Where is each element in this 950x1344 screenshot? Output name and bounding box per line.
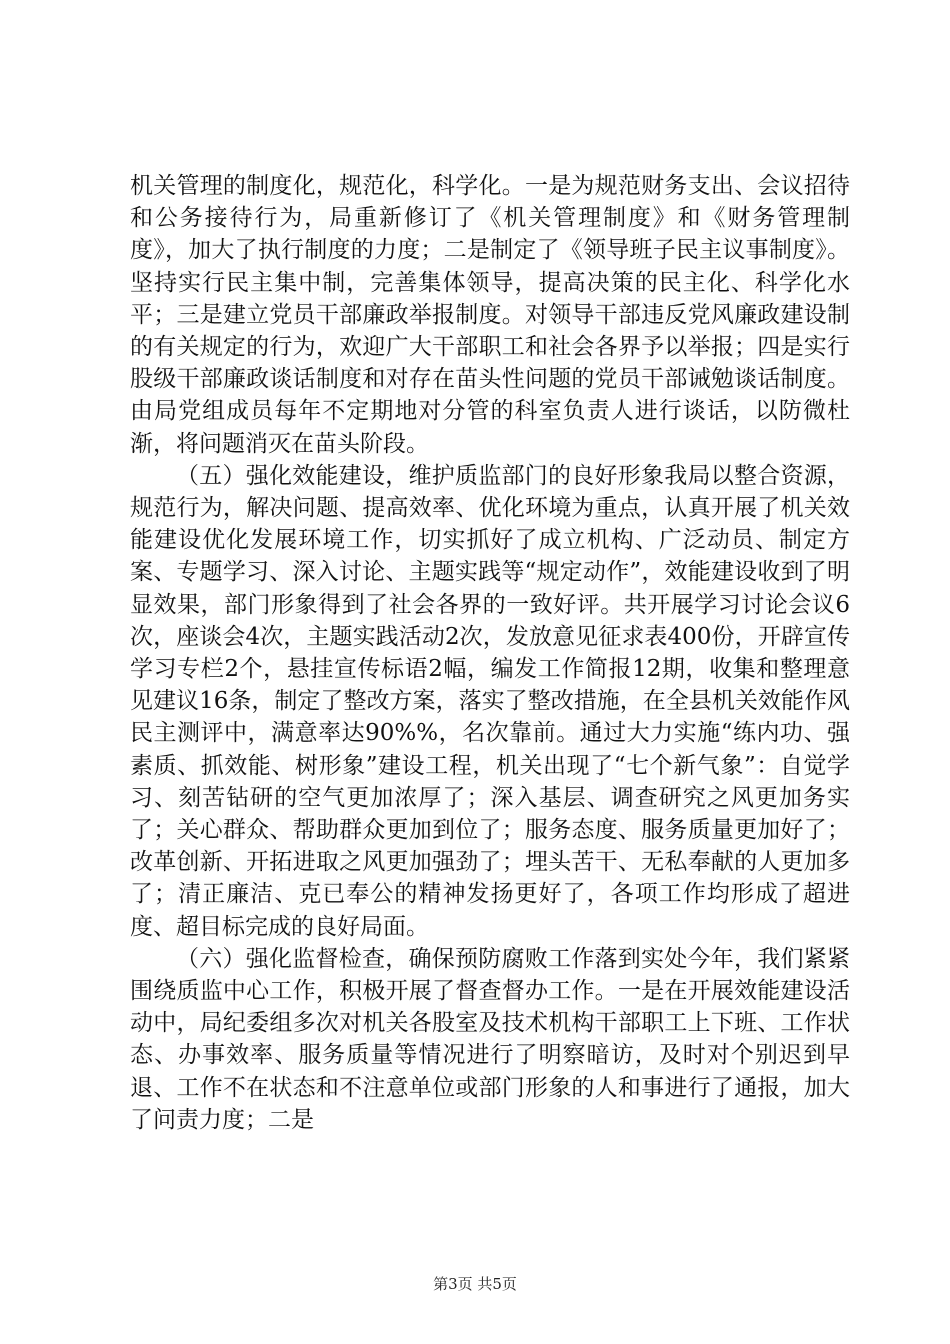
page-number-footer: 第3页 共5页 <box>433 1275 517 1293</box>
paragraph-continuation: 机关管理的制度化，规范化，科学化。一是为规范财务支出、会议招待和公务接待行为，局重新修订了《机关管理制度》和《财务管理制度》，加大了执行制度的力度；二是制定了《领导班子民主议事制度》。坚持实行民主集中制，完善集体领导，提高决策的民主化、科学化水平；三是建立党员干部廉政举报制度。对领导干部违反党风廉政建设制的有关规定的行为，欢迎广大干部职工和社会各界予以举报；四是实行股级干部廉政谈话制度和对存在苗头性问题的党员干部诫勉谈话制度。由局党组成员每年不定期地对分管的科室负责人进行谈话，以防微杜渐，将问题消灭在苗头阶段。 <box>130 173 850 457</box>
paragraph-section-six: （六）强化监督检查，确保预防腐败工作落到实处今年，我们紧紧围绕质监中心工作，积极开展了督查督办工作。一是在开展效能建设活动中，局纪委组多次对机关各股室及技术机构干部职工上下班、工作状态、办事效率、服务质量等情况进行了明察暗访，及时对个别迟到早退、工作不在状态和不注意单位或部门形象的人和事进行了通报，加大了问责力度；二是 <box>130 945 850 1133</box>
document-body <box>130 170 850 1136</box>
paragraph-section-five: （五）强化效能建设，维护质监部门的良好形象我局以整合资源，规范行为，解决问题、提高效率、优化环境为重点，认真开展了机关效能建设优化发展环境工作，切实抓好了成立机构、广泛动员、制定方案、专题学习、深入讨论、主题实践等“规定动作”，效能建设收到了明显效果，部门形象得到了社会各界的一致好评。共开展学习讨论会议6次，座谈会4次，主题实践活动2次，发放意见征求表400份，开辟宣传学习专栏2个，悬挂宣传标语2幅，编发工作简报12期，收集和整理意见建议16条，制定了整改方案，落实了整改措施，在全县机关效能作风民主测评中，满意率达90%%，名次靠前。通过大力实施“练内功、强素质、抓效能、树形象”建设工程，机关出现了“七个新气象”：自觉学习、刻苦钻研的空气更加浓厚了；深入基层、调查研究之风更加务实了；关心群众、帮助群众更加到位了；服务态度、服务质量更加好了；改革创新、开拓进取之风更加强劲了；埋头苦干、无私奉献的人更加多了；清正廉洁、克已奉公的精神发扬更好了，各项工作均形成了超进度、超目标完成的良好局面。 <box>130 462 850 940</box>
